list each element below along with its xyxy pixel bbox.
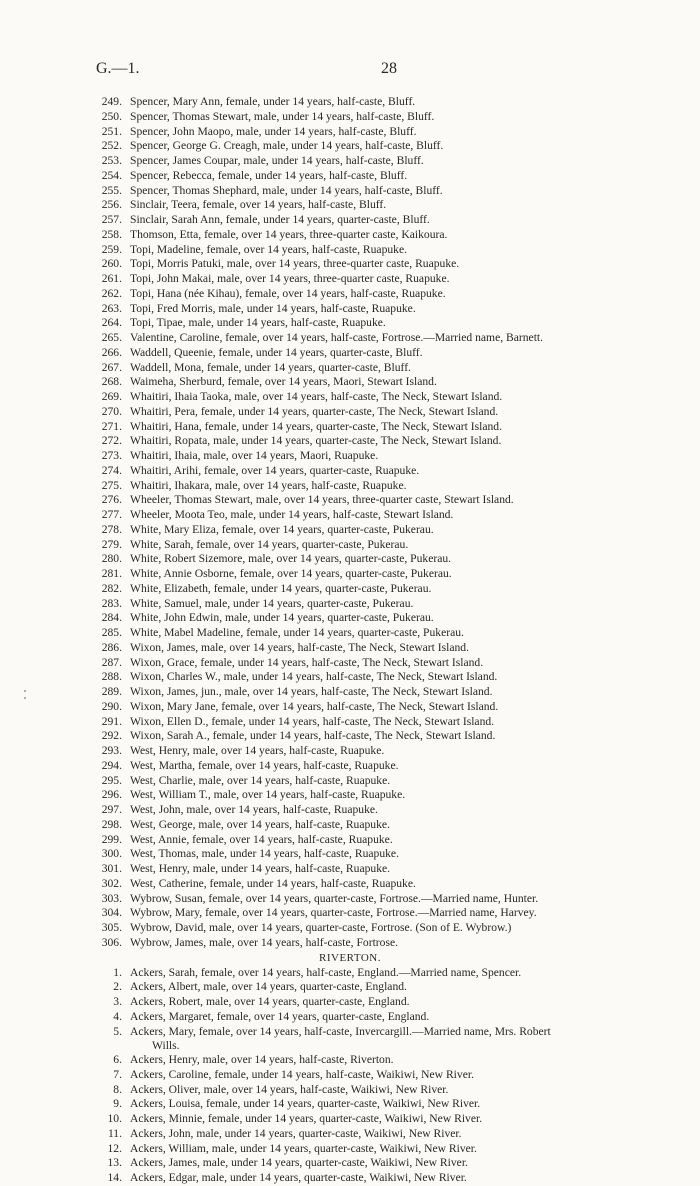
entry-number: 13. [107,1156,122,1170]
entry-number: 296. [101,788,122,802]
list-item [0,744,700,759]
entry-text-main: Ackers, William, male, under 14 years, quarter-caste, Waikiwi, New River. [130,1141,477,1155]
entry-text [130,95,415,110]
entry-number: 288. [101,670,122,684]
entry-text [130,405,498,420]
list-item [0,375,700,390]
list-item [0,508,700,523]
list-item [0,1083,700,1098]
entry-text [130,125,417,140]
list-item [0,125,700,140]
entry-text-main: Ackers, James, male, under 14 years, quarter-caste, Waikiwi, New River. [130,1156,468,1170]
entry-number: 290. [101,699,122,713]
entry-text-main: Ackers, Minnie, female, under 14 years, quarter-caste, Waikiwi, New River. [130,1112,483,1125]
entry-text-main: White, Robert Sizemore, male, over 14 years, quarter-caste, Pukerau. [130,552,452,566]
entry-number: 289. [101,685,122,698]
entry-text-main: White, Sarah, female, over 14 years, quarter-caste, Pukerau. [130,537,409,551]
list-item [0,139,700,154]
list-item [0,1025,700,1054]
entry-text [130,538,408,553]
entry-number: 281. [101,567,122,580]
entry-text-main: West, John, male, over 14 years, half-caste, Ruapuke. [130,803,378,816]
entry-text-main: Ackers, Edgar, male, under 14 years, quarter-caste, Waikiwi, New River. [130,1171,467,1184]
entry-number: 1. [113,965,122,979]
list-item [0,552,700,567]
entry-text-main: Wixon, James, jun., male, over 14 years, half-caste, The Neck, Stewart Island. [130,685,493,698]
entry-text-main: Wybrow, David, male, over 14 years, quarter-caste, Fortrose. (Son of E. Wybrow.) [130,921,512,934]
entry-text-main: Ackers, Caroline, female, under 14 years, half-caste, Waikiwi, New River. [130,1067,474,1081]
register-list [0,95,700,1186]
entry-text [130,744,384,759]
entry-number: 253. [101,154,122,167]
entry-text-main: Wheeler, Moota Teo, male, under 14 years, half-caste, Stewart Island. [130,508,454,521]
entry-text-main: Wixon, Charles W., male, under 14 years, half-caste, The Neck, Stewart Island. [130,670,498,684]
entry-number: 264. [101,316,122,330]
entry-text [130,582,431,597]
list-item [0,464,700,479]
entry-number: 261. [101,272,122,285]
list-item [0,641,700,656]
list-item [0,788,700,803]
list-item [0,1068,700,1083]
entry-text [130,257,459,272]
entry-text-main: Whaitiri, Arihi, female, over 14 years, quarter-caste, Ruapuke. [130,463,420,477]
entry-text-main: West, Charlie, male, over 14 years, half-caste, Ruapuke. [130,773,391,787]
entry-text-main: Topi, Fred Morris, male, under 14 years, half-caste, Ruapuke. [130,301,416,315]
entry-text [130,803,378,818]
entry-number: 274. [101,463,122,477]
entry-number: 9. [113,1097,122,1111]
list-item [0,1171,700,1186]
entry-text [130,906,537,921]
entry-text-main: Wixon, Grace, female, under 14 years, half-caste, The Neck, Stewart Island. [130,655,484,669]
entry-text-main: Waddell, Queenie, female, under 14 years, quarter-caste, Bluff. [130,345,423,359]
entry-text [130,552,451,567]
entry-text-main: Spencer, James Coupar, male, under 14 years, half-caste, Bluff. [130,154,424,167]
list-item [0,966,700,981]
list-item [0,154,700,169]
entry-text-main: Spencer, Thomas Stewart, male, under 14 years, half-caste, Bluff. [130,109,435,123]
list-item [0,538,700,553]
list-item [0,405,700,420]
entry-text [130,877,416,892]
entry-text-main: Spencer, Rebecca, female, under 14 years, half-caste, Bluff. [130,168,408,182]
list-item [0,420,700,435]
entry-number: 268. [101,375,122,389]
entry-number: 257. [101,213,122,226]
entry-text-main: Wybrow, James, male, over 14 years, half-caste, Fortrose. [130,935,399,949]
entry-number: 292. [101,729,122,743]
entry-text-main: West, Martha, female, over 14 years, half-caste, Ruapuke. [130,758,399,772]
entry-text [130,788,405,803]
entry-text [130,213,430,228]
entry-text [130,1010,429,1025]
entry-text-main: Ackers, Henry, male, over 14 years, half-caste, Riverton. [130,1053,394,1066]
entry-text-main: Whaitiri, Ihaia, male, over 14 years, Maori, Ruapuke. [130,449,379,462]
list-item [0,611,700,626]
list-item [0,302,700,317]
entry-number: 255. [101,183,122,197]
entry-number: 287. [101,655,122,669]
entry-text [130,656,483,671]
entry-text-main: Ackers, Robert, male, over 14 years, quarter-caste, England. [130,995,410,1008]
list-item [0,567,700,582]
entry-number: 7. [113,1067,122,1081]
list-item [0,1156,700,1171]
entry-text [130,1083,448,1098]
entry-number: 284. [101,611,122,625]
document-reference: G.—1. [96,60,140,77]
list-item [0,346,700,361]
list-item [0,257,700,272]
entry-text-main: West, Henry, male, over 14 years, half-caste, Ruapuke. [130,744,385,757]
list-item [0,449,700,464]
entry-text [130,287,446,302]
entry-text [130,892,538,907]
entry-number: 262. [101,286,122,300]
list-item [0,995,700,1010]
entry-number: 10. [107,1112,122,1125]
entry-text-main: White, John Edwin, male, under 14 years, quarter-caste, Pukerau. [130,611,434,625]
entry-text-main: Ackers, Oliver, male, over 14 years, half-caste, Waikiwi, New River. [130,1082,449,1096]
list-item [0,877,700,892]
list-item [0,1097,700,1112]
entry-number: 294. [101,758,122,772]
entry-number: 273. [101,449,122,462]
entry-text-main: White, Elizabeth, female, under 14 years, quarter-caste, Pukerau. [130,581,432,595]
list-item [0,921,700,936]
list-item [0,818,700,833]
list-item [0,434,700,449]
entry-text [130,479,407,494]
entry-text-main: Topi, John Makai, male, over 14 years, three-quarter caste, Ruapuke. [130,272,450,285]
entry-number: 271. [101,419,122,433]
list-item [0,479,700,494]
entry-text [130,1112,482,1127]
entry-text-main: Whaitiri, Ihakara, male, over 14 years, half-caste, Ruapuke. [130,478,407,492]
entry-text [130,626,464,641]
entry-text [130,361,411,376]
entry-number: 305. [101,921,122,934]
entry-text [130,184,443,199]
entry-text [130,375,437,390]
list-item [0,198,700,213]
entry-number: 11. [107,1126,122,1140]
entry-text-main: Topi, Hana (née Kihau), female, over 14 years, half-caste, Ruapuke. [130,286,446,300]
entry-number: 272. [101,434,122,448]
entry-number: 303. [101,891,122,905]
entry-number: 304. [101,906,122,920]
entry-text-main: Whaitiri, Pera, female, under 14 years, quarter-caste, The Neck, Stewart Island. [130,404,499,418]
list-item [0,213,700,228]
entry-text-main: Wybrow, Mary, female, over 14 years, quarter-caste, Fortrose.—Married name, Harvey. [130,906,537,920]
entry-number: 250. [101,109,122,123]
entry-text [130,228,447,243]
entry-text [130,154,424,169]
entry-number: 279. [101,537,122,551]
entry-text [130,1171,467,1186]
section-heading-riverton: RIVERTON. [319,951,381,964]
entry-text [130,493,514,508]
entry-text-main: Whaitiri, Hana, female, under 14 years, quarter-caste, The Neck, Stewart Island. [130,419,503,433]
list-item [0,110,700,125]
entry-text-main: Topi, Madeline, female, over 14 years, half-caste, Ruapuke. [130,242,408,256]
entry-text-main: Spencer, John Maopo, male, under 14 years, half-caste, Bluff. [130,124,417,138]
entry-text-main: Ackers, Louisa, female, under 14 years, quarter-caste, Waikiwi, New River. [130,1097,481,1111]
list-item [0,892,700,907]
list-item [0,833,700,848]
entry-text [130,420,502,435]
entry-text [130,272,450,287]
register-section-riverton [0,966,700,1186]
entry-text [130,774,390,789]
entry-text [130,508,453,523]
page-number: 28 [381,60,397,77]
entry-text [130,597,413,612]
entry-number: 8. [113,1082,122,1096]
list-item [0,906,700,921]
entry-text [130,611,434,626]
entry-text [130,1142,477,1157]
entry-text [130,685,492,700]
list-item [0,523,700,538]
entry-number: 6. [113,1053,122,1066]
entry-text-main: Wheeler, Thomas Stewart, male, over 14 years, three-quarter caste, Stewart Island. [130,493,514,507]
entry-text-main: Whaitiri, Ihaia Taoka, male, over 14 years, half-caste, The Neck, Stewart Island. [130,390,503,403]
entry-text-main: West, Annie, female, over 14 years, half-caste, Ruapuke. [130,832,393,846]
entry-number: 254. [101,168,122,182]
entry-text-main: Ackers, Albert, male, over 14 years, quarter-caste, England. [130,980,407,994]
list-item [0,1112,700,1127]
entry-text-main: Sinclair, Teera, female, over 14 years, half-caste, Bluff. [130,198,387,212]
entry-text [130,434,501,449]
entry-number: 277. [101,508,122,521]
entry-number: 3. [113,995,122,1008]
entry-text [130,523,434,538]
entry-number: 14. [107,1171,122,1184]
list-item [0,626,700,641]
entry-text-main: Wixon, Mary Jane, female, over 14 years, half-caste, The Neck, Stewart Island. [130,699,499,713]
list-item [0,729,700,744]
entry-text [130,1127,462,1142]
entry-text [130,715,494,730]
list-item [0,272,700,287]
entry-text [130,449,378,464]
list-item [0,228,700,243]
entry-number: 282. [101,581,122,595]
list-item [0,670,700,685]
entry-text-continuation: Wills. [152,1038,180,1052]
entry-number: 258. [101,227,122,241]
list-item [0,1127,700,1142]
entry-text-main: White, Mary Eliza, female, over 14 years, quarter-caste, Pukerau. [130,522,434,536]
entry-number: 269. [101,390,122,403]
entry-number: 302. [101,876,122,890]
entry-number: 256. [101,198,122,212]
entry-text-main: White, Samuel, male, under 14 years, quarter-caste, Pukerau. [130,596,414,610]
list-item [0,980,700,995]
entry-text [130,198,386,213]
entry-text-main: Ackers, Margaret, female, over 14 years, quarter-caste, England. [130,1009,430,1023]
entry-text [130,862,390,877]
list-item [0,700,700,715]
entry-text [130,818,390,833]
entry-text [130,567,452,582]
entry-number: 270. [101,404,122,418]
entry-text [130,980,407,995]
list-item [0,184,700,199]
entry-text [130,936,398,951]
entry-number: 2. [113,980,122,994]
entry-text-main: Wixon, Ellen D., female, under 14 years, half-caste, The Neck, Stewart Island. [130,714,495,728]
entry-text [130,1068,474,1083]
entry-text [130,139,443,154]
list-item [0,331,700,346]
entry-number: 293. [101,744,122,757]
entry-text [130,390,502,405]
list-item [0,1010,700,1025]
entry-number: 280. [101,552,122,566]
entry-number: 4. [113,1009,122,1023]
entry-text [130,847,399,862]
entry-number: 286. [101,640,122,654]
entry-text-main: Sinclair, Sarah Ann, female, under 14 years, quarter-caste, Bluff. [130,213,430,226]
list-item [0,803,700,818]
entry-number: 283. [101,596,122,610]
entry-text [130,1025,685,1054]
entry-text-main: West, Catherine, female, under 14 years, half-caste, Ruapuke. [130,876,416,890]
entry-text-main: Ackers, Sarah, female, over 14 years, half-caste, England.—Married name, Spencer. [130,965,522,979]
list-item [0,316,700,331]
list-item [0,390,700,405]
entry-text [130,641,469,656]
entry-text [130,759,399,774]
entry-text-main: Thomson, Etta, female, over 14 years, three-quarter caste, Kaikoura. [130,227,448,241]
entry-text [130,1156,468,1171]
entry-number: 275. [101,478,122,492]
entry-number: 278. [101,522,122,536]
entry-number: 300. [101,847,122,861]
entry-text-main: Ackers, John, male, under 14 years, quarter-caste, Waikiwi, New River. [130,1126,462,1140]
entry-text [130,1097,480,1112]
list-item [0,656,700,671]
entry-text [130,169,407,184]
entry-number: 266. [101,345,122,359]
list-item [0,169,700,184]
entry-text [130,346,423,361]
entry-text-main: Spencer, Thomas Shephard, male, under 14 years, half-caste, Bluff. [130,183,443,197]
list-item [0,1142,700,1157]
entry-text-main: Wybrow, Susan, female, over 14 years, quarter-caste, Fortrose.—Married name, Hunter. [130,891,539,905]
list-item [0,862,700,877]
list-item [0,95,700,110]
entry-text-main: Spencer, George G. Creagh, male, under 14 years, half-caste, Bluff. [130,139,444,153]
entry-text [130,464,419,479]
entry-number: 276. [101,493,122,507]
entry-text-main: Waddell, Mona, female, under 14 years, quarter-caste, Bluff. [130,360,411,374]
entry-text-main: Waimeha, Sherburd, female, over 14 years, Maori, Stewart Island. [130,375,437,389]
entry-text-main: Topi, Morris Patuki, male, over 14 years, three-quarter caste, Ruapuke. [130,257,460,271]
entry-number: 249. [101,95,122,108]
entry-text [130,700,498,715]
list-item [0,597,700,612]
entry-text [130,833,393,848]
entry-number: 267. [101,360,122,374]
entry-text [130,966,521,981]
entry-text-main: West, Thomas, male, under 14 years, half-caste, Ruapuke. [130,847,399,861]
list-item [0,582,700,597]
entry-text [130,921,511,936]
entry-number: 265. [101,331,122,344]
entry-text [130,729,495,744]
entry-text-main: Spencer, Mary Ann, female, under 14 years, half-caste, Bluff. [130,95,416,108]
entry-text [130,243,407,258]
entry-number: 285. [101,626,122,639]
entry-number: 306. [101,935,122,949]
entry-number: 252. [101,139,122,153]
list-item [0,493,700,508]
entry-text-main: Wixon, Sarah A., female, under 14 years, half-caste, The Neck, Stewart Island. [130,729,496,743]
entry-number: 299. [101,832,122,846]
entry-number: 298. [101,817,122,831]
list-item [0,759,700,774]
entry-number: 12. [107,1141,122,1155]
entry-text-main: West, Henry, male, under 14 years, half-caste, Ruapuke. [130,862,391,875]
entry-text-main: Ackers, Mary, female, over 14 years, half-caste, Invercargill.—Married name, Mrs. Robert [130,1024,551,1038]
entry-number: 297. [101,803,122,816]
list-item [0,847,700,862]
entry-text [130,670,497,685]
entry-text-main: White, Annie Osborne, female, over 14 years, quarter-caste, Pukerau. [130,567,452,580]
entry-text [130,995,410,1010]
entry-number: 295. [101,773,122,787]
entry-text [130,302,416,317]
entry-text [130,331,543,346]
list-item [0,243,700,258]
entry-number: 260. [101,257,122,271]
entry-number: 263. [101,301,122,315]
entry-text [130,110,434,125]
page-header [0,60,700,80]
entry-text-main: Whaitiri, Ropata, male, under 14 years, quarter-caste, The Neck, Stewart Island. [130,434,502,448]
entry-text-main: White, Mabel Madeline, female, under 14 years, quarter-caste, Pukerau. [130,626,464,639]
list-item [0,287,700,302]
entry-text-main: Valentine, Caroline, female, over 14 years, half-caste, Fortrose.—Married name, Barnett. [130,331,544,344]
entry-number: 301. [101,862,122,875]
register-section-main [0,95,700,951]
entry-text-main: Topi, Tipae, male, under 14 years, half-caste, Ruapuke. [130,316,386,330]
list-item [0,685,700,700]
list-item [0,715,700,730]
entry-number: 5. [113,1024,122,1038]
entry-text-main: Wixon, James, male, over 14 years, half-caste, The Neck, Stewart Island. [130,640,469,654]
list-item [0,361,700,376]
list-item [0,936,700,951]
entry-number: 291. [101,714,122,728]
entry-text [130,1053,394,1068]
list-item [0,1053,700,1068]
entry-text [130,316,386,331]
entry-text-main: West, William T., male, over 14 years, half-caste, Ruapuke. [130,788,406,802]
entry-number: 251. [101,124,122,138]
entry-number: 259. [101,242,122,256]
list-item [0,774,700,789]
entry-text-main: West, George, male, over 14 years, half-caste, Ruapuke. [130,817,390,831]
